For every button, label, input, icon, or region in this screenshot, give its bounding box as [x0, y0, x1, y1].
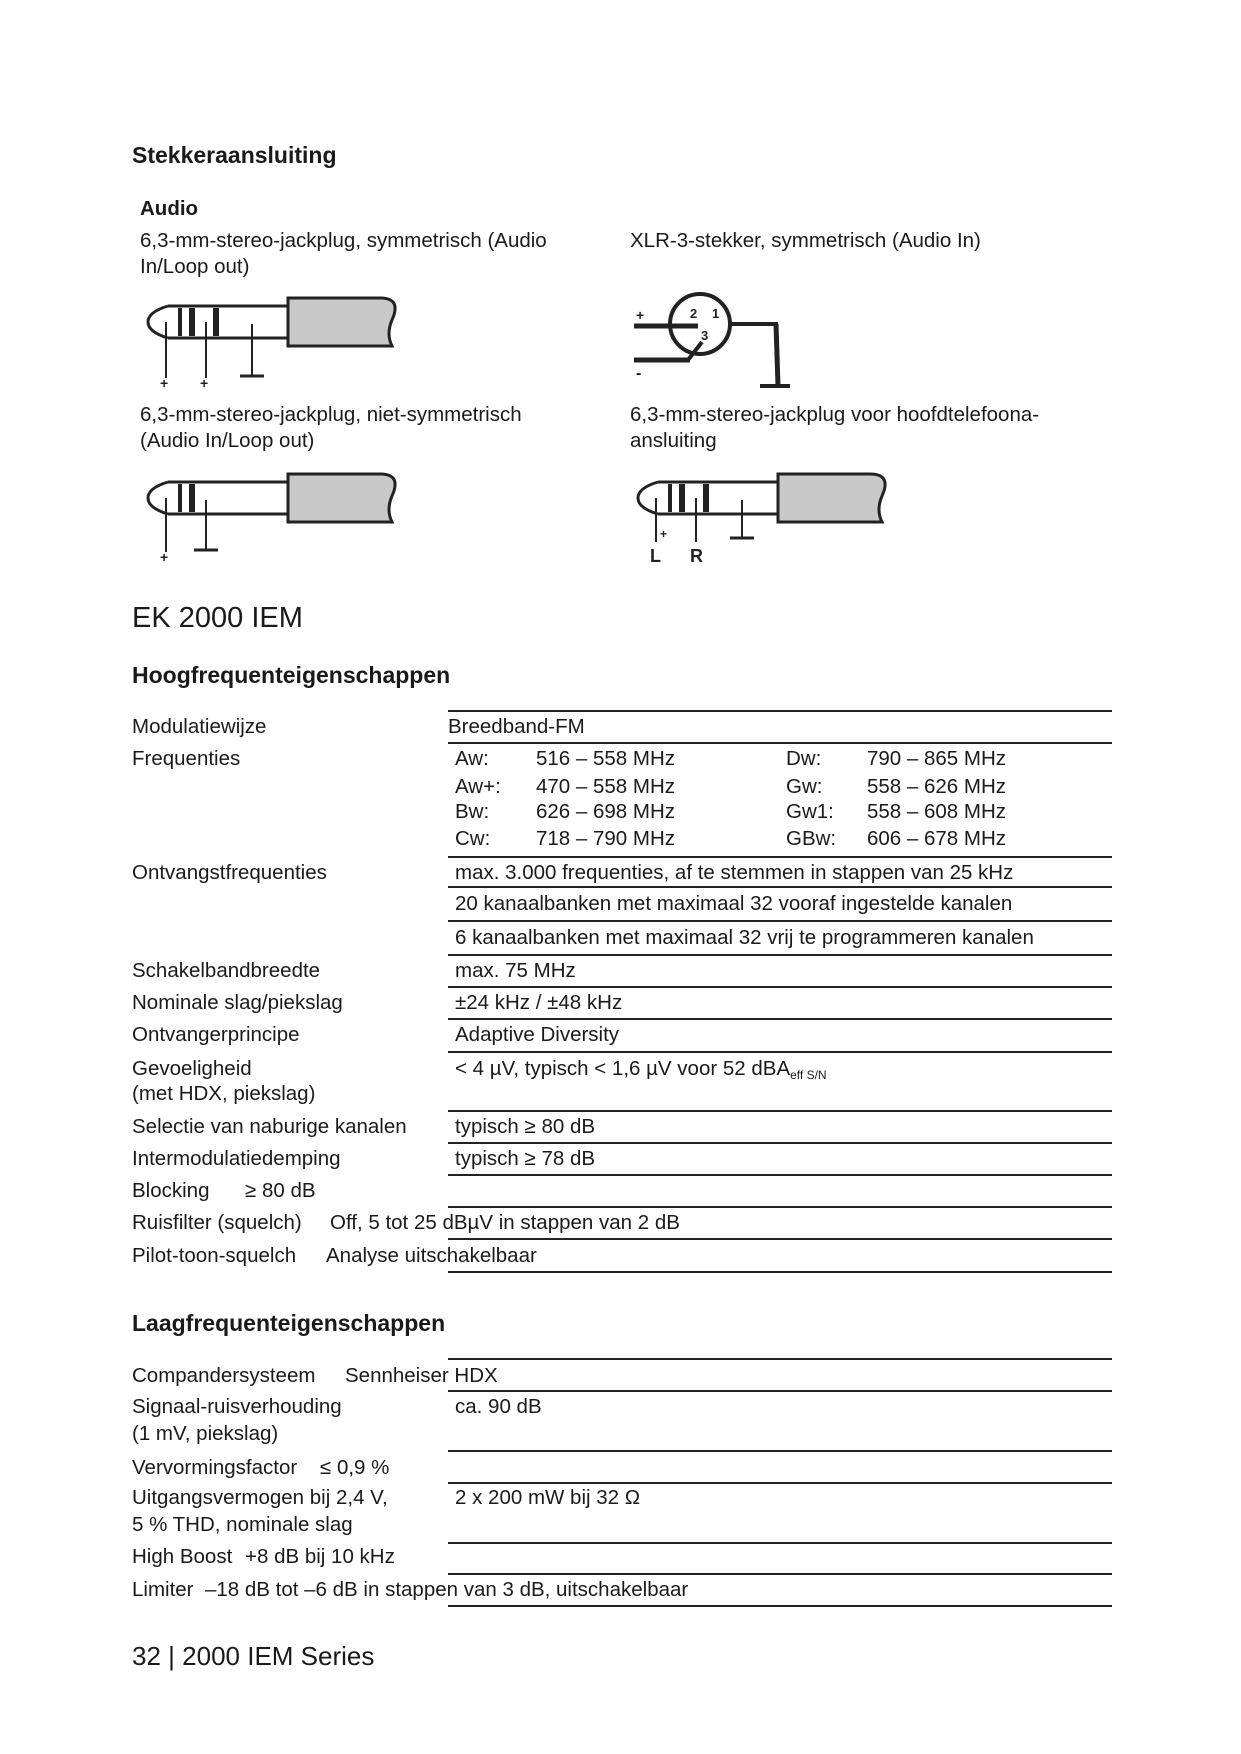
svg-text:+: + [200, 375, 209, 390]
spec-value-output: 2 x 200 mW bij 32 Ω [455, 1486, 641, 1509]
spec-value-receive-1: max. 3.000 frequenties, af te stemmen in stappen van 25 kHz [455, 861, 1014, 884]
xlr-diagram [630, 290, 800, 390]
rule [448, 986, 1112, 988]
spec-label-deviation: Nominale slag/piekslag [132, 991, 343, 1014]
jack-headphone-diagram [630, 466, 890, 576]
freq-range: 606 – 678 MHz [867, 827, 1007, 850]
rule [448, 710, 1112, 712]
rule [448, 742, 1112, 744]
spec-label-intermod: Intermodulatiedemping [132, 1147, 341, 1170]
spec-label-squelch: Ruisfilter (squelch) [132, 1211, 302, 1234]
xlr-pin-3: 3 [701, 328, 709, 343]
fig1-caption-line1: 6,3-mm-stereo-jackplug, symmetrisch (Audio [140, 229, 547, 252]
spec-label-modulation: Modulatiewijze [132, 715, 267, 738]
spec-label-switching: Schakelbandbreedte [132, 959, 321, 982]
spec-label-sensitivity-note: (met HDX, piekslag) [132, 1082, 316, 1105]
xlr-pin-1: 1 [712, 306, 720, 321]
rule [448, 1271, 1112, 1273]
freq-range: 516 – 558 MHz [536, 747, 676, 770]
fig2-caption: XLR-3-stekker, symmetrisch (Audio In) [630, 229, 981, 252]
spec-label-frequencies: Frequenties [132, 747, 241, 770]
headphone-label-r: R [690, 546, 703, 566]
product-title: EK 2000 IEM [132, 602, 303, 634]
page-number: 32 [132, 1641, 161, 1671]
freq-range: 470 – 558 MHz [536, 775, 676, 798]
jack-symmetric-diagram [140, 290, 400, 390]
rule [448, 954, 1112, 956]
spec-value-modulation: Breedband-FM [448, 715, 585, 738]
rule [448, 856, 1112, 858]
rule [448, 1390, 1112, 1392]
rule [448, 1206, 1112, 1208]
spec-label-output: Uitgangsvermogen bij 2,4 V, [132, 1486, 388, 1509]
spec-label-snr: Signaal-ruisverhouding [132, 1395, 342, 1418]
svg-text:+: + [160, 375, 169, 390]
svg-text:+: + [160, 549, 169, 565]
freq-band: Aw+: [455, 775, 501, 798]
rule [448, 1450, 1112, 1452]
spec-label-output-note: 5 % THD, nominale slag [132, 1513, 353, 1536]
section-title-hf: Hoogfrequenteigenschappen [132, 662, 451, 688]
rule [448, 1482, 1112, 1484]
rule [448, 1542, 1112, 1544]
spec-value-thd: ≤ 0,9 % [320, 1456, 390, 1479]
spec-label-boost: High Boost [132, 1545, 233, 1568]
spec-value-receive-2: 20 kanaalbanken met maximaal 32 vooraf ingestelde kanalen [455, 892, 1013, 915]
rule [448, 1018, 1112, 1020]
footer-separator: | [168, 1641, 175, 1671]
spec-value-sensitivity: < 4 µV, typisch < 1,6 µV voor 52 dBA$_{eff S/N}$ [455, 1057, 827, 1082]
spec-label-limiter: Limiter [132, 1578, 194, 1601]
rule [448, 1110, 1112, 1112]
freq-range: 790 – 865 MHz [867, 747, 1007, 770]
spec-label-compander: Compandersysteem [132, 1364, 316, 1387]
spec-label-principle: Ontvangerprincipe [132, 1023, 300, 1046]
spec-label-pilot: Pilot-toon-squelch [132, 1244, 297, 1267]
freq-band: Dw: [786, 747, 822, 770]
freq-band: Gw: [786, 775, 823, 798]
spec-label-sensitivity: Gevoeligheid [132, 1057, 252, 1080]
freq-band: Cw: [455, 827, 491, 850]
rule [448, 920, 1112, 922]
audio-label: Audio [140, 197, 199, 220]
freq-band: Aw: [455, 747, 489, 770]
spec-label-blocking: Blocking [132, 1179, 210, 1202]
freq-band: Bw: [455, 800, 490, 823]
section-title-lf: Laagfrequenteigenschappen [132, 1310, 446, 1336]
spec-value-intermod: typisch ≥ 78 dB [455, 1147, 596, 1170]
spec-value-boost: +8 dB bij 10 kHz [245, 1545, 395, 1568]
spec-value-deviation: ±24 kHz / ±48 kHz [455, 991, 623, 1014]
rule [448, 1605, 1112, 1607]
spec-value-principle: Adaptive Diversity [455, 1023, 620, 1046]
spec-value-selectivity: typisch ≥ 80 dB [455, 1115, 596, 1138]
freq-range: 626 – 698 MHz [536, 800, 676, 823]
rule [448, 1573, 1112, 1575]
fig1-caption-line2: In/Loop out) [140, 255, 250, 278]
rule [448, 1051, 1112, 1053]
svg-text:+: + [660, 527, 668, 541]
jack-unsymmetric-diagram [140, 466, 400, 566]
spec-value-switching: max. 75 MHz [455, 959, 576, 982]
rule [448, 1142, 1112, 1144]
xlr-pin-2: 2 [690, 306, 698, 321]
fig3-caption-line1: 6,3-mm-stereo-jackplug, niet-symmetrisch [140, 403, 522, 426]
spec-value-pilot: Analyse uitschakelbaar [326, 1244, 537, 1267]
spec-label-thd: Vervormingsfactor [132, 1456, 298, 1479]
headphone-label-l: L [650, 546, 661, 566]
rule [448, 1174, 1112, 1176]
svg-text:+: + [636, 307, 645, 323]
rule [448, 1238, 1112, 1240]
fig4-caption-line2: ansluiting [630, 429, 717, 452]
section-title-connector: Stekkeraansluiting [132, 142, 337, 168]
spec-value-receive-3: 6 kanaalbanken met maximaal 32 vrij te programmeren kanalen [455, 926, 1034, 949]
freq-band: GBw: [786, 827, 837, 850]
rule [448, 886, 1112, 888]
freq-range: 718 – 790 MHz [536, 827, 676, 850]
spec-label-snr-note: (1 mV, piekslag) [132, 1422, 279, 1445]
spec-value-limiter: –18 dB tot –6 dB in stappen van 3 dB, uitschakelbaar [205, 1578, 689, 1601]
spec-value-blocking: ≥ 80 dB [245, 1179, 316, 1202]
fig3-caption-line2: (Audio In/Loop out) [140, 429, 315, 452]
freq-range: 558 – 608 MHz [867, 800, 1007, 823]
spec-label-selectivity: Selectie van naburige kanalen [132, 1115, 407, 1138]
footer-series: 2000 IEM Series [182, 1641, 375, 1671]
spec-value-compander: Sennheiser HDX [345, 1364, 498, 1387]
freq-band: Gw1: [786, 800, 834, 823]
spec-value-squelch: Off, 5 tot 25 dBµV in stappen van 2 dB [330, 1211, 680, 1234]
spec-label-receive: Ontvangstfrequenties [132, 861, 327, 884]
fig4-caption-line1: 6,3-mm-stereo-jackplug voor hoofdtelefoona- [630, 403, 1040, 426]
rule [448, 1358, 1112, 1360]
page-footer [132, 1641, 374, 1672]
spec-value-snr: ca. 90 dB [455, 1395, 542, 1418]
svg-text:-: - [636, 365, 642, 382]
freq-range: 558 – 626 MHz [867, 775, 1007, 798]
